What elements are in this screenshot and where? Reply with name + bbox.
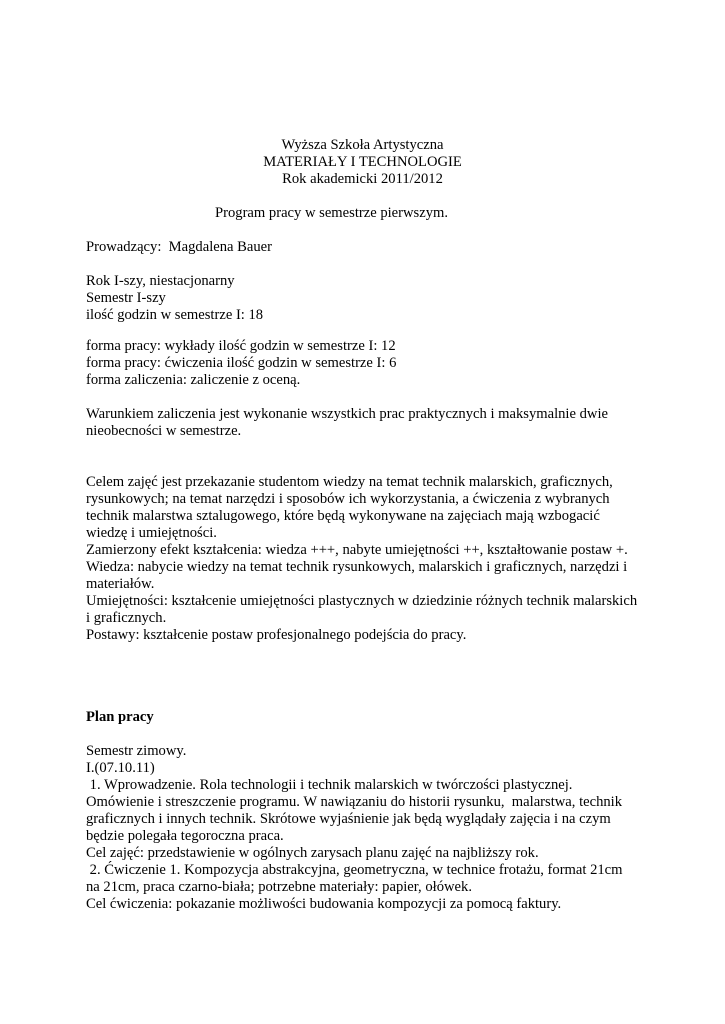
plan-semester: Semestr zimowy. [86, 743, 187, 759]
goals-line: technik malarstwa sztalugowego, które będą wykonywane na zajęciach mają wzbogacić [86, 508, 600, 524]
plan-line: Cel zajęć: przedstawienie w ogólnych zarysach planu zajęć na najbliższy rok. [86, 845, 539, 861]
academic-year: Rok akademicki 2011/2012 [282, 171, 443, 187]
program-title: Program pracy w semestrze pierwszym. [215, 205, 449, 221]
info-line: Rok I-szy, niestacjonarny [86, 273, 235, 289]
plan-line: graficznych i innych technik. Skrótowe wyjaśnienie jak będą wyglądały zajęcia i na czym [86, 811, 611, 827]
plan-line: na 21cm, praca czarno-biała; potrzebne materiały: papier, ołówek. [86, 879, 472, 895]
form-line: forma pracy: ćwiczenia ilość godzin w semestrze I: 6 [86, 355, 397, 371]
goals-line: Zamierzony efekt kształcenia: wiedza +++, nabyte umiejętności ++, kształtowanie postaw +. [86, 542, 628, 558]
plan-line: Cel ćwiczenia: pokazanie możliwości budowania kompozycji za pomocą faktury. [86, 896, 562, 912]
plan-line: 2. Ćwiczenie 1. Kompozycja abstrakcyjna, geometryczna, w technice frotażu, format 21cm [86, 862, 623, 878]
plan-line: będzie polegała tegoroczna praca. [86, 828, 284, 844]
plan-line: 1. Wprowadzenie. Rola technologii i technik malarskich w twórczości plastycznej. [86, 777, 573, 793]
conditions-line: nieobecności w semestrze. [86, 423, 242, 439]
goals-line: rysunkowych; na temat narzędzi i sposobów ich wykorzystania, a ćwiczenia z wybranych [86, 491, 610, 507]
goals-line: materiałów. [86, 576, 155, 592]
goals-line: Umiejętności: kształcenie umiejętności plastycznych w dziedzinie różnych technik malarskich [86, 593, 638, 609]
form-line: forma zaliczenia: zaliczenie z oceną. [86, 372, 301, 388]
plan-date: I.(07.10.11) [86, 760, 155, 776]
instructor: Prowadzący: Magdalena Bauer [86, 239, 272, 255]
goals-line: i graficznych. [86, 610, 167, 626]
course-title: MATERIAŁY I TECHNOLOGIE [263, 154, 462, 170]
goals-line: Celem zajęć jest przekazanie studentom wiedzy na temat technik malarskich, graficznych, [86, 474, 613, 490]
plan-line: Omówienie i streszczenie programu. W nawiązaniu do historii rysunku, malarstwa, technik [86, 794, 623, 810]
form-line: forma pracy: wykłady ilość godzin w semestrze I: 12 [86, 338, 396, 354]
plan-heading: Plan pracy [86, 709, 154, 725]
school-name: Wyższa Szkoła Artystyczna [281, 137, 444, 153]
conditions-line: Warunkiem zaliczenia jest wykonanie wszystkich prac praktycznych i maksymalnie dwie [86, 406, 608, 422]
info-line: ilość godzin w semestrze I: 18 [86, 307, 264, 323]
info-line: Semestr I-szy [86, 290, 166, 306]
goals-line: wiedzę i umiejętności. [86, 525, 217, 541]
goals-line: Wiedza: nabycie wiedzy na temat technik rysunkowych, malarskich i graficznych, narzędzi i [86, 559, 628, 575]
goals-line: Postawy: kształcenie postaw profesjonalnego podejścia do pracy. [86, 627, 467, 643]
